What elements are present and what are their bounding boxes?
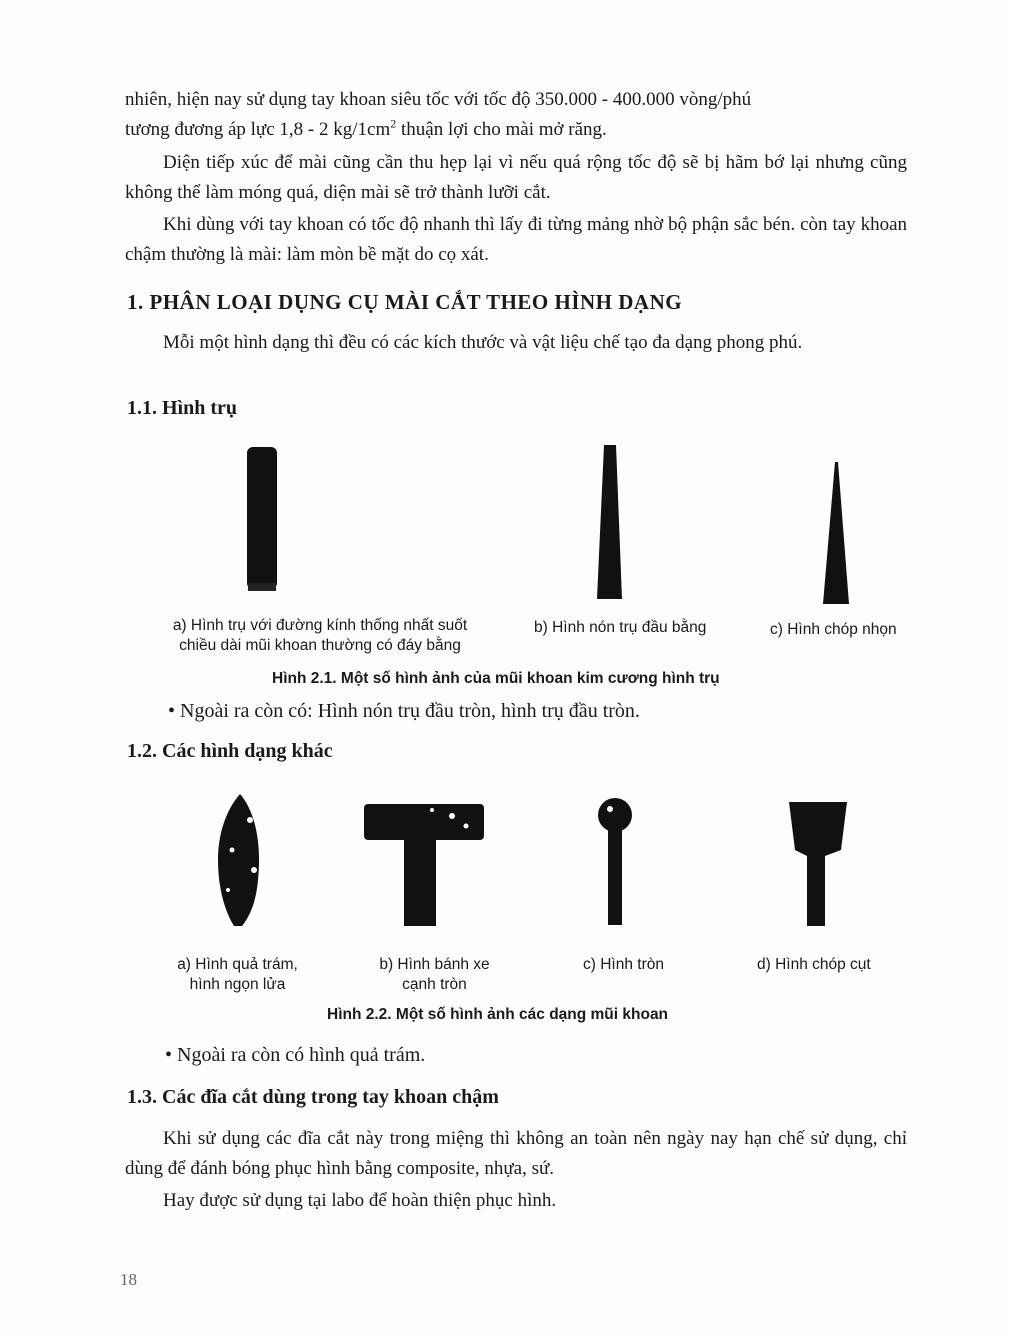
bullet-note: • Ngoài ra còn có: Hình nón trụ đầu tròn, hình trụ đầu tròn. bbox=[168, 700, 640, 722]
section-heading: 1. PHÂN LOẠI DỤNG CỤ MÀI CẮT THEO HÌNH DẠNG bbox=[127, 290, 683, 314]
subsection-heading: 1.1. Hình trụ bbox=[127, 397, 238, 419]
paragraph: Khi dùng với tay khoan có tốc độ nhanh thì lấy đi từng mảng nhờ bộ phận sắc bén. còn tay khoan chậm thường là mài: làm mòn bề mặt do cọ xát. bbox=[125, 214, 907, 265]
caption-line: a) Hình quả trám, bbox=[177, 956, 298, 973]
page-number: 18 bbox=[120, 1270, 137, 1289]
bullet-note: • Ngoài ra còn có hình quả trám. bbox=[165, 1044, 426, 1066]
cylinder-drill-image bbox=[242, 443, 282, 593]
paragraph: Hay được sử dụng tại labo để hoàn thiện phục hình. bbox=[163, 1190, 557, 1211]
subsection-heading: 1.3. Các đĩa cắt dùng trong tay khoan chậm bbox=[127, 1086, 499, 1108]
truncated-cone-drill-image bbox=[785, 798, 851, 930]
figure-caption: c) Hình chóp nhọn bbox=[770, 621, 897, 638]
pointed-cone-drill-image bbox=[818, 460, 854, 608]
text-run: thuận lợi cho mài mở răng. bbox=[396, 119, 607, 140]
superscript: 2 bbox=[390, 116, 397, 131]
text-run: tương đương áp lực 1,8 - 2 kg/1cm bbox=[125, 119, 391, 140]
figure-caption: b) Hình nón trụ đầu bằng bbox=[534, 619, 707, 636]
paragraph: Diện tiếp xúc để mài cũng cần thu hẹp lại vì nếu quá rộng tốc độ sẽ bị hãm bớ lại nhưng cũng không thể làm móng quá, diện mài sẽ trở thành lưỡi cắt. bbox=[125, 152, 907, 203]
figure-caption: c) Hình tròn bbox=[583, 956, 664, 973]
caption-line: a) Hình trụ với đường kính thống nhất suốt bbox=[172, 617, 468, 634]
figure-title: Hình 2.2. Một số hình ảnh các dạng mũi khoan bbox=[327, 1006, 669, 1023]
paragraph-line bbox=[125, 115, 907, 145]
figure-caption: d) Hình chóp cụt bbox=[757, 956, 871, 973]
tapered-flat-drill-image bbox=[592, 443, 628, 603]
figure-title: Hình 2.1. Một số hình ảnh của mũi khoan kim cương hình trụ bbox=[272, 670, 720, 687]
figure-caption bbox=[150, 616, 490, 656]
caption-line: cạnh tròn bbox=[402, 976, 467, 993]
subsection-heading: 1.2. Các hình dạng khác bbox=[127, 740, 333, 762]
caption-line: b) Hình bánh xe bbox=[379, 956, 490, 973]
paragraph-line: nhiên, hiện nay sử dụng tay khoan siêu tốc với tốc độ 350.000 - 400.000 vòng/phú bbox=[125, 89, 752, 110]
caption-line: chiều dài mũi khoan thường có đáy bằng bbox=[179, 637, 461, 654]
paragraph: Khi sử dụng các đĩa cắt này trong miệng thì không an toàn nên ngày nay hạn chế sử dụng, chỉ dùng để đánh bóng phục hình bằng composite, nhựa, sứ. bbox=[125, 1128, 907, 1179]
paragraph: Mỗi một hình dạng thì đều có các kích thước và vật liệu chế tạo đa dạng phong phú. bbox=[163, 332, 803, 353]
wheel-drill-image bbox=[362, 800, 486, 930]
figure-caption bbox=[160, 955, 315, 995]
round-drill-image bbox=[594, 795, 638, 930]
flame-drill-image bbox=[210, 790, 270, 930]
caption-line: hình ngọn lửa bbox=[189, 976, 286, 993]
figure-caption bbox=[362, 955, 507, 995]
